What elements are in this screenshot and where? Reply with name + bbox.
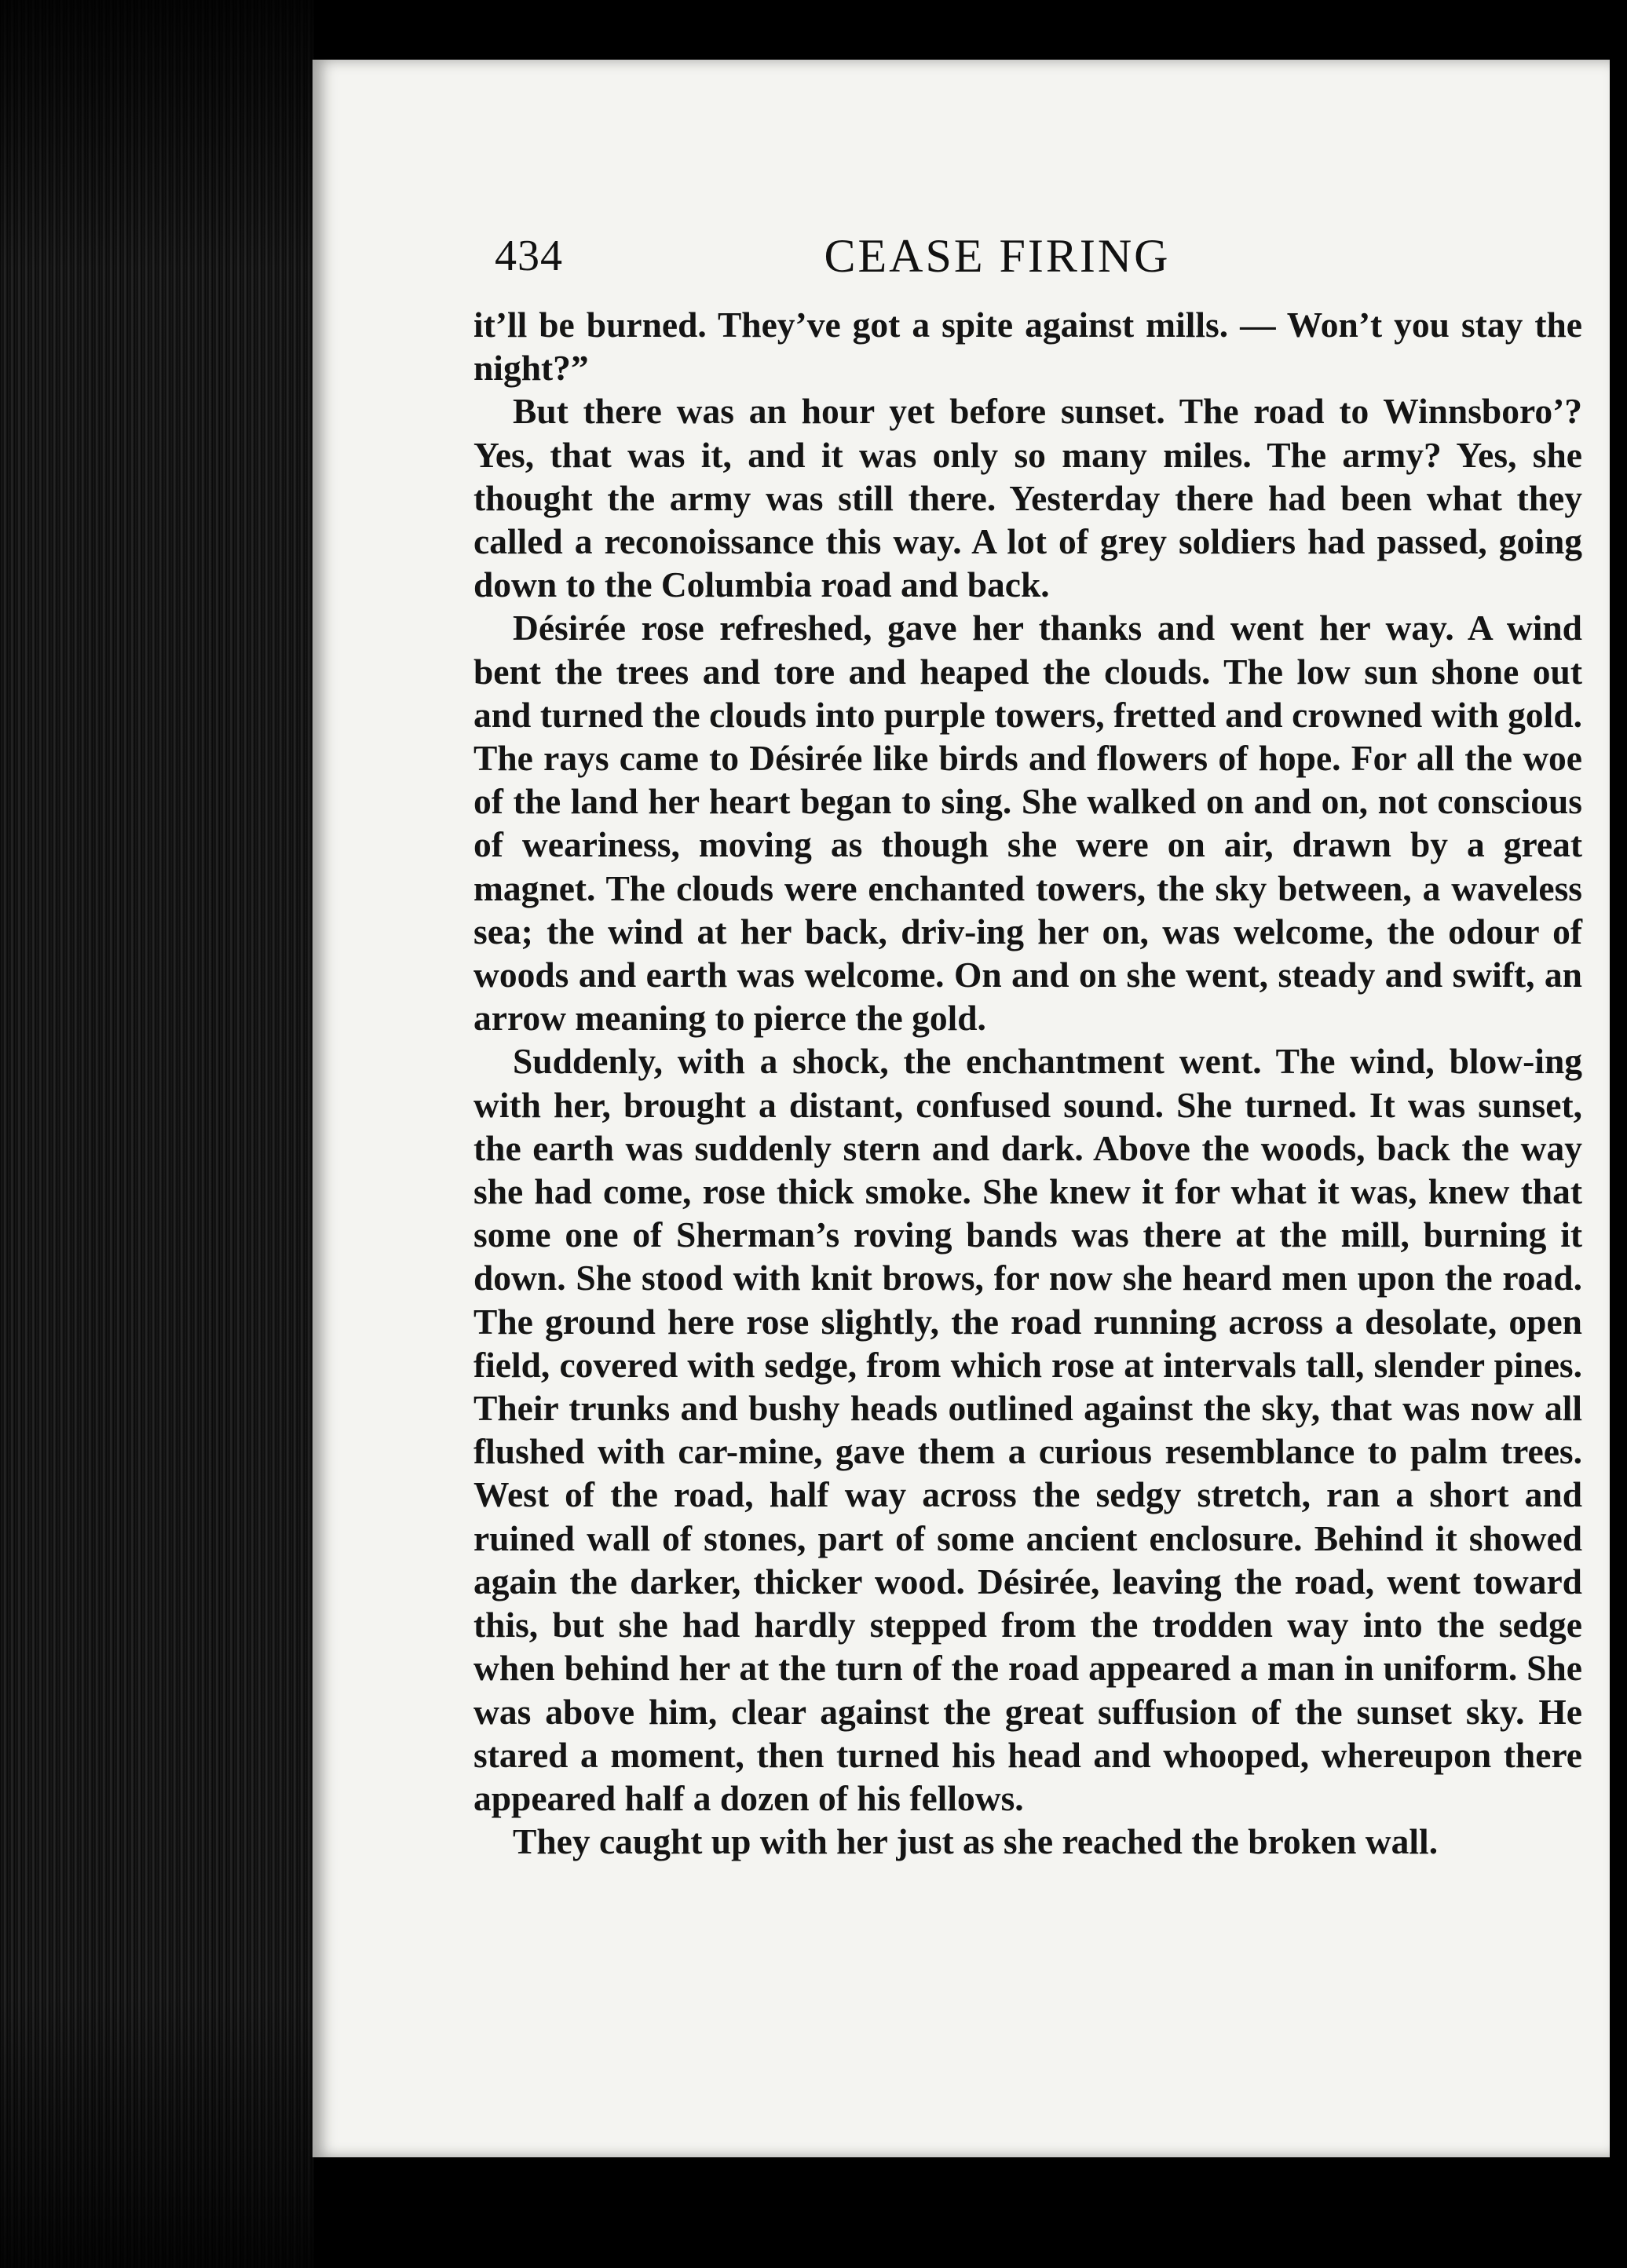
page-header (495, 225, 1578, 287)
book-page (313, 60, 1610, 2157)
paragraph-5: They caught up with her just as she reached the broken wall. (513, 1821, 1439, 1862)
running-head: CEASE FIRING (824, 230, 1171, 282)
paragraph-1: it’ll be burned. They’ve got a spite against mills. — Won’t you stay the night?” (473, 305, 1582, 389)
binding-shadow (0, 0, 314, 2268)
page-number: 434 (495, 232, 563, 280)
body-text (473, 303, 1582, 1863)
paragraph-4: Suddenly, with a shock, the enchantment went. The wind, blow-ing with her, brought a distant, confused sound. She turned. It was sunset, the earth was suddenly stern and dark. Above the woods, back the way she had come, rose thick smoke. She knew it for what it was, knew that some one of Sherman’s roving bands was there at the mill, burning it down. She stood with knit brows, for now she heard men upon the road. The ground here rose slightly, the road running across a desolate, open field, covered with sedge, from which rose at intervals tall, slender pines. Their trunks and bushy heads outlined against the sky, that was now all flushed with car-mine, gave them a curious resemblance to palm trees. West of the road, half way across the sedgy stretch, ran a short and ruined wall of stones, part of some ancient enclosure. Behind it showed again the darker, thicker wood. Désirée, leaving the road, went toward this, but she had hardly stepped from the trodden way into the sedge when behind her at the turn of the road appeared a man in uniform. She was above him, clear against the great suffusion of the sunset sky. He stared a moment, then turned his head and whooped, whereupon there appeared half a dozen of his fellows. (473, 1041, 1582, 1818)
paragraph-3: Désirée rose refreshed, gave her thanks and went her way. A wind bent the trees and tore and heaped the clouds. The low sun shone out and turned the clouds into purple towers, fretted and crowned with gold. The rays came to Désirée like birds and flowers of hope. For all the woe of the land her heart began to sing. She walked on and on, not conscious of weariness, moving as though she were on air, drawn by a great magnet. The clouds were enchanted towers, the sky between, a waveless sea; the wind at her back, driv-ing her on, was welcome, the odour of woods and earth was welcome. On and on she went, steady and swift, an arrow meaning to pierce the gold. (473, 608, 1582, 1039)
paragraph-2: But there was an hour yet before sunset. The road to Winnsboro’? Yes, that was it, and it was only so many miles. The army? Yes, she thought the army was still there. Yesterday there had been what they called a reconoissance this way. A lot of grey soldiers had passed, going down to the Columbia road and back. (473, 391, 1582, 605)
scan-border-right (1610, 0, 1627, 2268)
